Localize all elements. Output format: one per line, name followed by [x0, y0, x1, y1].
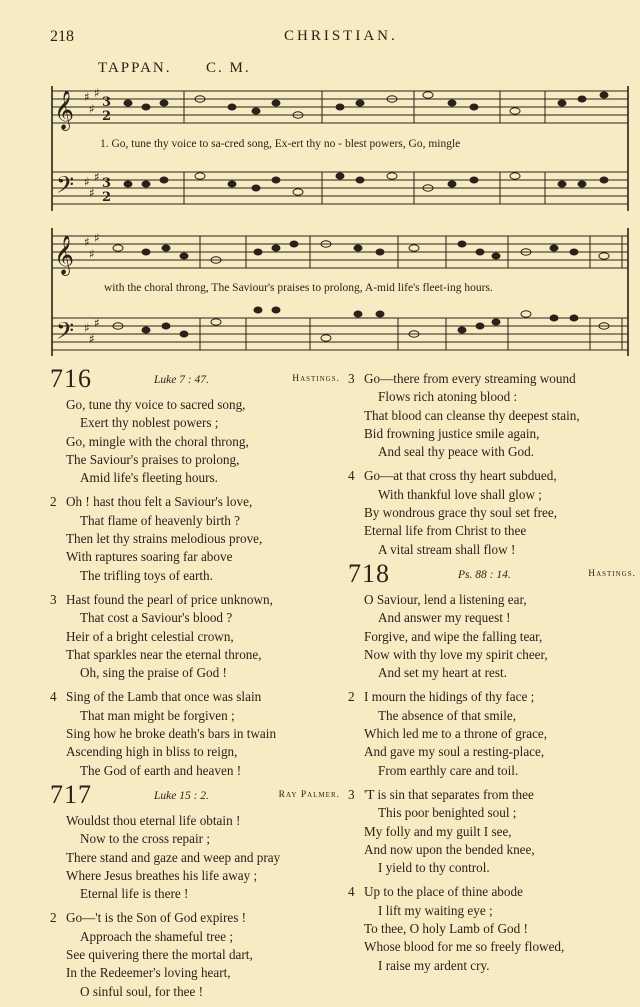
verse-line: This poor benighted soul ;: [378, 805, 517, 821]
verse-line: [348, 883, 636, 901]
hymn-717-header: [50, 779, 340, 812]
svg-text:♯: ♯: [94, 86, 100, 100]
verse-line-text: Hast found the pearl of price unknown,: [66, 591, 273, 607]
verse-line: [50, 396, 340, 414]
hymn-718-header: [348, 558, 636, 591]
verse-line: Go, mingle with the choral throng,: [66, 433, 249, 449]
svg-text:♯: ♯: [94, 170, 100, 184]
stanza: [348, 786, 636, 877]
verse-line: [348, 591, 636, 609]
verse-line-text: I mourn the hidings of thy face ;: [364, 689, 535, 705]
stanza-number: 3: [348, 786, 355, 802]
verse-line: [348, 786, 636, 804]
verse-line: Heir of a bright celestial crown,: [66, 628, 234, 644]
verse-line-text: Go—at that cross thy heart subdued,: [364, 468, 557, 484]
verse-line: There stand and gaze and weep and pray: [66, 849, 281, 865]
svg-text:2: 2: [102, 109, 112, 124]
svg-text:3: 3: [102, 95, 112, 110]
stanza: [348, 591, 636, 682]
svg-text:♯: ♯: [84, 321, 90, 335]
verse-line: In the Redeemer's loving heart,: [66, 965, 231, 981]
scripture-reference: Ps. 88 : 14.: [458, 568, 511, 581]
svg-text:♯: ♯: [94, 231, 100, 245]
tune-name: TAPPAN.: [98, 60, 172, 76]
verse-line: And gave my soul a resting-place,: [364, 744, 545, 760]
clefs-2: [54, 231, 100, 350]
svg-text:♯: ♯: [89, 247, 95, 261]
hymn-716-header: [50, 364, 340, 396]
stanza-number: 4: [348, 884, 355, 900]
verse-line: Now with thy love my spirit cheer,: [364, 646, 548, 662]
scripture-reference: Luke 15 : 2.: [154, 789, 209, 802]
hymn-718-text: [348, 591, 636, 975]
hymn-717-text: [50, 812, 340, 1001]
verse-line: Ascending high in bliss to reign,: [66, 744, 238, 760]
treble-staff-2: [52, 236, 628, 268]
verse-line: [50, 812, 340, 830]
svg-text:♯: ♯: [84, 90, 90, 104]
hymn-author: Hastings.: [292, 374, 340, 384]
verse-line: That flame of heavenly birth ?: [80, 512, 241, 528]
verse-line: Now to the cross repair ;: [80, 831, 211, 847]
svg-text:𝄞: 𝄞: [54, 235, 75, 275]
verse-line-text: Go—'t is the Son of God expires !: [66, 910, 247, 926]
verse-line: Where Jesus breathes his life away ;: [66, 867, 258, 883]
stanza-number: 2: [50, 494, 57, 510]
hymn-author: Hastings.: [588, 568, 636, 579]
verse-line: Whose blood for me so freely flowed,: [364, 939, 565, 955]
verse-line: I lift my waiting eye ;: [378, 902, 493, 918]
stanza: [348, 688, 636, 779]
hymn-717-continued-text: [348, 370, 636, 559]
verse-line: The trifling toys of earth.: [80, 567, 213, 583]
bass-staff-2: [52, 318, 628, 350]
hymn-716-text: [50, 396, 340, 780]
verse-line: O sinful soul, for thee !: [80, 983, 204, 999]
verse-line: With raptures soaring far above: [66, 549, 233, 565]
page-number: 218: [50, 28, 74, 45]
right-column: [348, 370, 636, 981]
running-head: CHRISTIAN.: [284, 28, 398, 44]
stanza: [50, 396, 340, 487]
svg-text:♯: ♯: [89, 186, 95, 200]
verse-line: [50, 591, 340, 609]
verse-line: And seal thy peace with God.: [378, 444, 535, 460]
verse-line-text: Go, tune thy voice to sacred song,: [66, 397, 246, 412]
stanza-number: 2: [348, 689, 355, 705]
stanza: [348, 883, 636, 974]
verse-line: Eternal life from Christ to thee: [364, 523, 527, 539]
svg-text:♯: ♯: [84, 175, 90, 189]
stanza-number: 4: [50, 689, 57, 705]
verse-line-text: Up to the place of thine abode: [364, 884, 523, 900]
verse-line: [50, 688, 340, 706]
verse-line: The absence of that smile,: [378, 707, 517, 723]
verse-line: [348, 688, 636, 706]
verse-line: I raise my ardent cry.: [378, 957, 490, 973]
verse-line: [50, 909, 340, 927]
verse-line: That man might be forgiven ;: [80, 707, 235, 723]
verse-line: Which led me to a throne of grace,: [364, 726, 548, 742]
verse-line: Sing how he broke death's bars in twain: [66, 726, 277, 742]
svg-text:𝄢: 𝄢: [56, 317, 75, 350]
verse-line-text: Oh ! hast thou felt a Saviour's love,: [66, 494, 253, 510]
verse-line: Then let thy strains melodious prove,: [66, 531, 263, 547]
music-score: [0, 0, 640, 370]
verse-line: Exert thy noblest powers ;: [80, 415, 219, 431]
tune-lyrics-line-2: with the choral throng, The Saviour's praises to prolong, A-mid life's fleet-ing hours.: [104, 282, 493, 294]
verse-line-text: Go—there from every streaming wound: [364, 371, 576, 386]
left-column: [50, 364, 340, 1007]
verse-line: Forgive, and wipe the falling tear,: [364, 628, 543, 644]
verse-line: By wondrous grace thy soul set free,: [364, 505, 558, 521]
verse-line: Oh, sing the praise of God !: [80, 665, 227, 681]
verse-line: That blood can cleanse thy deepest stain,: [364, 407, 580, 423]
stanza-number: 4: [348, 468, 355, 484]
verse-line: That sparkles near the eternal throne,: [66, 646, 262, 662]
verse-line: And answer my request !: [378, 610, 511, 626]
verse-line: [348, 370, 636, 388]
verse-line: And now upon the bended knee,: [364, 841, 535, 857]
hymn-number: 717: [50, 779, 92, 809]
svg-text:♯: ♯: [94, 316, 100, 330]
svg-text:♯: ♯: [89, 102, 95, 116]
verse-line-text: O Saviour, lend a listening ear,: [364, 591, 527, 607]
verse-line: Flows rich atoning blood :: [378, 389, 518, 405]
verse-line: Amid life's fleeting hours.: [80, 470, 218, 486]
verse-line: My folly and my guilt I see,: [364, 823, 512, 839]
stanza-number: 2: [50, 910, 57, 926]
stanza: [50, 688, 340, 779]
svg-text:𝄢: 𝄢: [56, 171, 75, 204]
svg-text:3: 3: [102, 176, 112, 191]
verse-line: [50, 493, 340, 511]
verse-line: A vital stream shall flow !: [378, 541, 516, 557]
svg-text:2: 2: [102, 190, 112, 205]
verse-line: To thee, O holy Lamb of God !: [364, 921, 528, 937]
stanza-number: 3: [348, 371, 355, 386]
verse-line: [348, 467, 636, 485]
hymn-number: 718: [348, 558, 390, 588]
scripture-reference: Luke 7 : 47.: [154, 374, 209, 386]
stanza: [348, 370, 636, 461]
hymn-number: 716: [50, 364, 92, 393]
verse-line: See quivering there the mortal dart,: [66, 947, 253, 963]
hymn-author: Ray Palmer.: [278, 789, 340, 800]
verse-line: And set my heart at rest.: [378, 665, 507, 681]
verse-line-text: 'T is sin that separates from thee: [364, 786, 534, 802]
svg-text:♯: ♯: [84, 235, 90, 249]
stanza: [50, 591, 340, 682]
verse-line: The God of earth and heaven !: [80, 762, 242, 778]
svg-text:♯: ♯: [89, 332, 95, 346]
stanza: [348, 467, 636, 558]
stanza: [50, 909, 340, 1000]
verse-line: That cost a Saviour's blood ?: [80, 610, 233, 626]
stanza: [50, 812, 340, 903]
verse-line: Approach the shameful tree ;: [80, 928, 234, 944]
stanza: [50, 493, 340, 584]
tune-lyrics-line-1: 1. Go, tune thy voice to sa-cred song, Ex-ert thy no - blest powers, Go, mingle: [100, 138, 461, 150]
verse-line-text: Sing of the Lamb that once was slain: [66, 689, 262, 705]
verse-line: With thankful love shall glow ;: [378, 486, 542, 502]
verse-line: From earthly care and toil.: [378, 762, 519, 778]
stanza-number: 3: [50, 591, 57, 607]
verse-line: I yield to thy control.: [378, 860, 490, 876]
verse-line-text: Wouldst thou eternal life obtain !: [66, 812, 241, 828]
svg-text:𝄞: 𝄞: [54, 90, 75, 130]
verse-line: Eternal life is there !: [80, 886, 189, 902]
verse-line: Bid frowning justice smile again,: [364, 425, 540, 441]
verse-line: The Saviour's praises to prolong,: [66, 451, 240, 467]
tune-meter: C. M.: [206, 60, 251, 76]
